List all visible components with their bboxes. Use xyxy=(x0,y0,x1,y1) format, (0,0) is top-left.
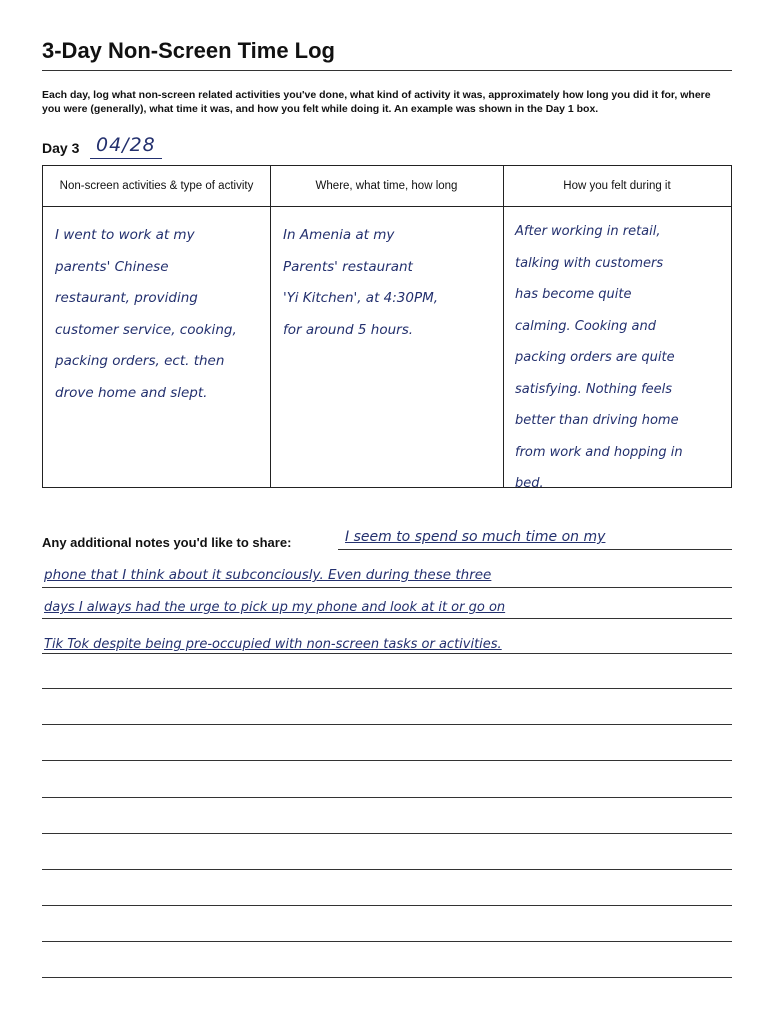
note-line-text: phone that I think about it subconciously. Even during these three xyxy=(44,567,492,583)
felt-line: packing orders are quite xyxy=(515,350,675,365)
note-rule xyxy=(42,688,732,689)
felt-line: from work and hopping in xyxy=(515,444,683,460)
note-line-text: days I always had the urge to pick up my phone and look at it or go on xyxy=(44,600,506,615)
felt-line: bed. xyxy=(515,476,544,491)
header-divider xyxy=(43,206,731,207)
activities-line: drove home and slept. xyxy=(55,384,208,401)
where-cell xyxy=(283,220,501,346)
note-rule xyxy=(42,869,732,870)
felt-line: calming. Cooking and xyxy=(515,318,656,334)
note-rule xyxy=(42,833,732,834)
note-line-text: I seem to spend so much time on my xyxy=(345,529,606,545)
header-where: Where, what time, how long xyxy=(315,180,458,192)
felt-line: talking with customers xyxy=(515,255,664,271)
note-rule xyxy=(42,618,732,619)
note-rule xyxy=(42,905,732,906)
felt-cell xyxy=(515,216,729,500)
felt-line: has become quite xyxy=(515,287,632,302)
title-divider xyxy=(42,70,732,71)
day-date-underline xyxy=(90,158,162,159)
note-rule xyxy=(42,797,732,798)
note-rule xyxy=(338,549,732,550)
felt-line: satisfying. Nothing feels xyxy=(515,381,673,397)
activity-log-table xyxy=(42,165,732,491)
where-line: In Amenia at my xyxy=(283,227,395,243)
activities-line: I went to work at my xyxy=(55,227,195,243)
day-date: 04/28 xyxy=(96,134,156,156)
activities-line: packing orders, ect. then xyxy=(55,353,225,369)
note-rule xyxy=(42,977,732,978)
note-rule xyxy=(42,653,732,654)
header-felt: How you felt during it xyxy=(563,180,671,192)
notes-label: Any additional notes you'd like to share: xyxy=(42,535,292,550)
activities-cell xyxy=(55,220,267,409)
where-line: 'Yi Kitchen', at 4:30PM, xyxy=(283,290,439,306)
activities-line: restaurant, providing xyxy=(55,290,198,306)
column-divider xyxy=(270,166,271,487)
felt-line: After working in retail, xyxy=(515,224,661,239)
column-divider xyxy=(503,166,504,487)
where-line: for around 5 hours. xyxy=(283,321,414,338)
activities-line: customer service, cooking, xyxy=(55,321,237,338)
instructions-text: Each day, log what non-screen related activities you've done, what kind of activity it was, approximately how long you did it for, where you were (generally), what time it was, and how you felt while doing it. An example was shown in the Day 1 box. xyxy=(42,89,711,115)
note-line-text: Tik Tok despite being pre-occupied with non-screen tasks or activities. xyxy=(44,637,502,652)
page-title: 3-Day Non-Screen Time Log xyxy=(42,38,335,63)
felt-line: better than driving home xyxy=(515,413,679,428)
day-label: Day 3 xyxy=(42,140,80,156)
note-rule xyxy=(42,941,732,942)
note-rule xyxy=(42,587,732,588)
activities-line: parents' Chinese xyxy=(55,258,169,275)
where-line: Parents' restaurant xyxy=(283,258,413,275)
header-activities: Non-screen activities & type of activity xyxy=(59,180,254,192)
note-rule xyxy=(42,760,732,761)
note-rule xyxy=(42,724,732,725)
